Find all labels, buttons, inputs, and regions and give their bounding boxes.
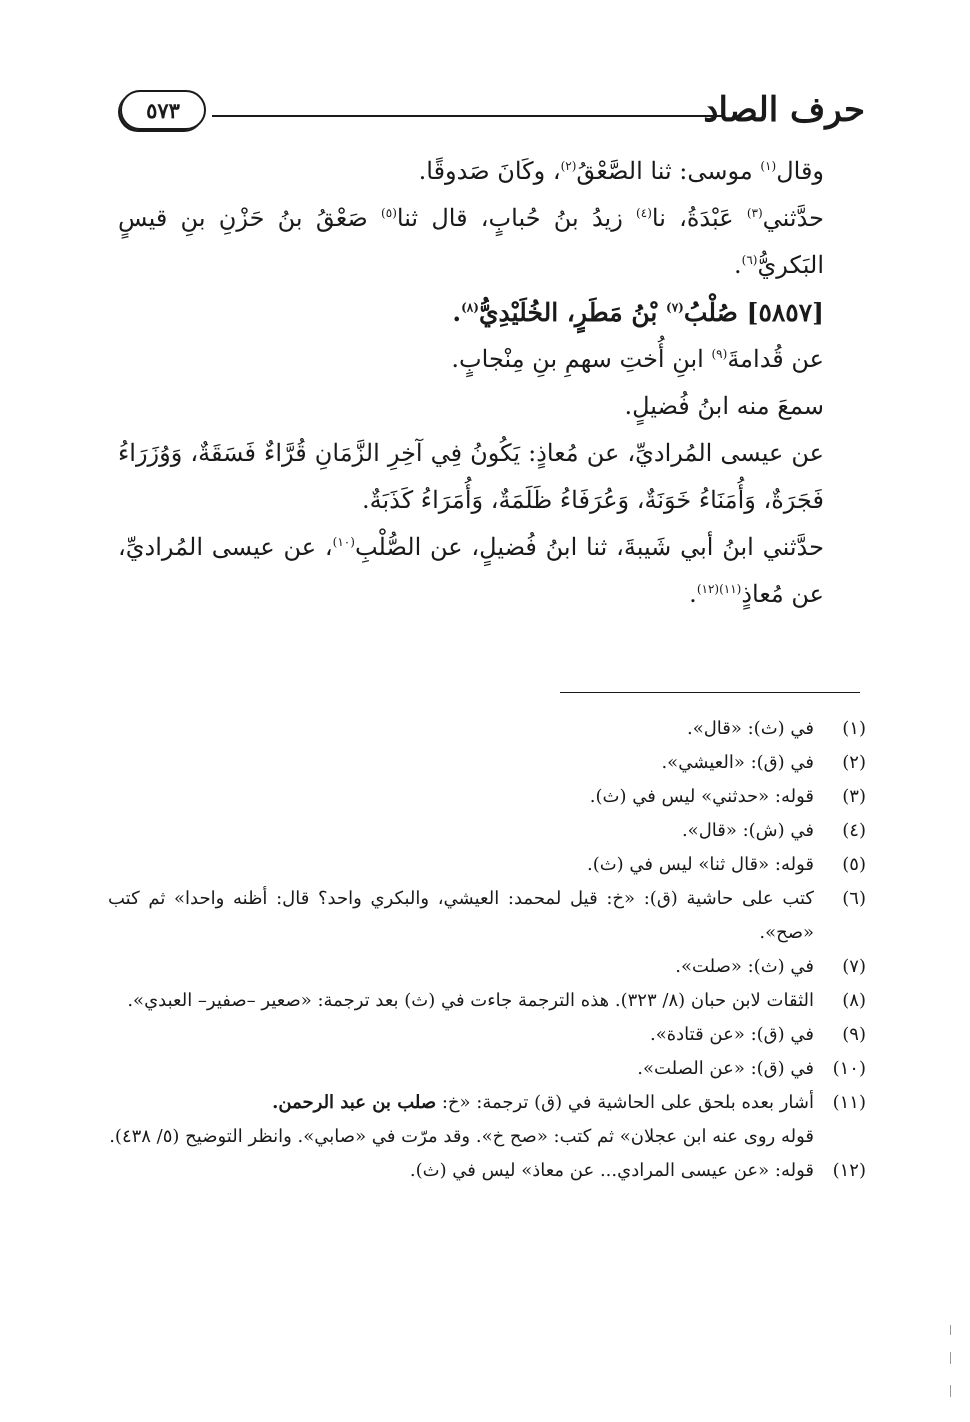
text-segment: حدَّثني [762, 204, 824, 232]
footnote-8 [108, 984, 866, 1018]
footnote-text [108, 1086, 814, 1154]
footnote-text-segment: قوله روى عنه ابن عجلان» ثم كتب: «صح خ». وقد مرّت في «صابي». وانظر التوضيح (٥/ ٤٣٨). [109, 1126, 814, 1147]
footnote-ref: (١) [760, 159, 777, 173]
footnote-number: (٦) [842, 888, 866, 909]
footnote-number: (١٠) [832, 1058, 866, 1079]
isnad-paragraph [118, 524, 866, 618]
text-segment: حدَّثني ابنُ أبي شَيبةَ، ثنا ابنُ فُضيلٍ، عن الصُّلْبِ [354, 533, 824, 561]
footnote-text: الثقات لابن حبان (٨/ ٣٢٣). هذه الترجمة جاءت في (ث) بعد ترجمة: «صعير –صفير– العبدي». [127, 990, 814, 1011]
footnote-number: (٧) [842, 956, 866, 977]
text-line-5: سمعَ منه ابنُ فُضيلٍ. [624, 392, 824, 420]
footnote-2 [108, 746, 866, 780]
footnote-10 [108, 1052, 866, 1086]
footnote-number: (٨) [842, 990, 866, 1011]
text-segment: . [734, 251, 742, 279]
footnote-text: قوله: «قال ثنا» ليس في (ث). [586, 854, 814, 875]
footnote-text: في (ش): «قال». [681, 820, 814, 841]
text-segment: عَبْدَةُ، نا [651, 204, 747, 232]
text-segment: ، عن عيسى المُراديِّ، عن مُعاذٍ [118, 533, 824, 608]
footnotes [108, 712, 866, 1188]
footnote-5 [108, 848, 866, 882]
text-segment: صَعْقُ بنُ حَزْنِ بنِ قيسٍ البَكريُّ [118, 204, 824, 279]
hadith-text: عن عيسى المُراديِّ، عن مُعاذٍ: يَكُونُ فِي آخِرِ الزَّمَانِ قُرَّاءٌ فَسَقَةٌ، وَوُزَرَاءُ فَجَرَةٌ، وَأُمَنَاءُ خَوَنَةٌ، وَعُرَفَاءُ ظَلَمَةٌ، وَأُمَرَاءُ كَذَبَةٌ. [118, 439, 824, 514]
footnote-separator [560, 692, 860, 693]
footnote-6 [108, 882, 866, 950]
text-paragraph-2 [118, 195, 866, 289]
footnote-number: (١) [842, 718, 866, 739]
text-segment: وقال [776, 157, 824, 185]
text-line-1 [118, 148, 866, 195]
footnote-number: (٩) [842, 1024, 866, 1045]
footnote-number: (٣) [842, 786, 866, 807]
text-line-4 [118, 336, 866, 383]
text-segment: زيدُ بنُ حُبابٍ، قال ثنا [396, 204, 637, 232]
footnote-ref: (٢) [560, 159, 577, 173]
footnote-number: (٤) [842, 820, 866, 841]
footnote-bold-name: صلب بن عبد الرحمن. [272, 1092, 437, 1113]
entry-number-name: [٥٨٥٧] صُلْبُ [683, 298, 824, 327]
entry-name-rest: بْنُ مَطَرٍ، الخُلَيْدِيُّ [478, 298, 667, 327]
page-number: ٥٧٣ [120, 90, 206, 130]
scan-mark [950, 1352, 951, 1364]
footnote-ref: (٩) [711, 347, 728, 361]
text-segment: ، وكَانَ صَدوقًا. [418, 157, 561, 185]
footnote-1 [108, 712, 866, 746]
footnote-3 [108, 780, 866, 814]
header-rule [212, 115, 725, 117]
scan-mark [950, 1385, 951, 1397]
footnote-ref: (٧) [666, 300, 684, 315]
footnote-text: قوله: «عن عيسى المرادي... عن معاذ» ليس في (ث). [409, 1160, 814, 1181]
page-header [120, 88, 865, 136]
footnote-text-segment: أشار بعده بلحق على الحاشية في (ق) ترجمة: «خ: [436, 1092, 814, 1113]
footnote-ref: (٤) [636, 206, 652, 220]
text-segment: . [689, 580, 697, 608]
footnote-9 [108, 1018, 866, 1052]
footnote-number: (٥) [842, 854, 866, 875]
footnote-12 [108, 1154, 866, 1188]
footnote-text: في (ث): «صلت». [675, 956, 814, 977]
entry-heading [118, 289, 866, 336]
footnote-text: كتب على حاشية (ق): «خ: قيل لمحمد: العيشي، والبكري واحد؟ قال: أظنه واحدا» ثم كتب «صح». [108, 888, 814, 943]
footnote-ref: (٨) [461, 300, 479, 315]
footnote-text: قوله: «حدثني» ليس في (ث). [589, 786, 814, 807]
main-text [118, 148, 866, 618]
running-title: حرف الصاد [703, 90, 865, 130]
footnote-4 [108, 814, 866, 848]
text-segment: ابنِ أُختِ سهمِ بنِ مِنْجابٍ. [451, 345, 712, 373]
footnote-ref: (٥) [381, 206, 397, 220]
footnote-ref: (٦) [741, 253, 758, 267]
footnote-number: (١٢) [832, 1160, 866, 1181]
text-segment: . [452, 298, 462, 327]
footnote-text: في (ق): «عن قتادة». [649, 1024, 814, 1045]
footnote-number: (٢) [842, 752, 866, 773]
scan-mark [950, 1325, 951, 1335]
text-segment: عن قُدامةَ [727, 345, 824, 373]
footnote-number: (١١) [832, 1092, 866, 1113]
footnote-ref: (١١)(١٢) [696, 582, 742, 596]
footnote-7 [108, 950, 866, 984]
footnote-text: في (ث): «قال». [686, 718, 814, 739]
footnote-text: في (ق): «عن الصلت». [637, 1058, 814, 1079]
footnote-ref: (٣) [746, 206, 763, 220]
footnote-text: في (ق): «العيشي». [661, 752, 814, 773]
text-segment: موسى: ثنا الصَّعْقُ [576, 157, 761, 185]
footnote-11 [108, 1086, 866, 1154]
footnote-ref: (١٠) [332, 535, 355, 549]
